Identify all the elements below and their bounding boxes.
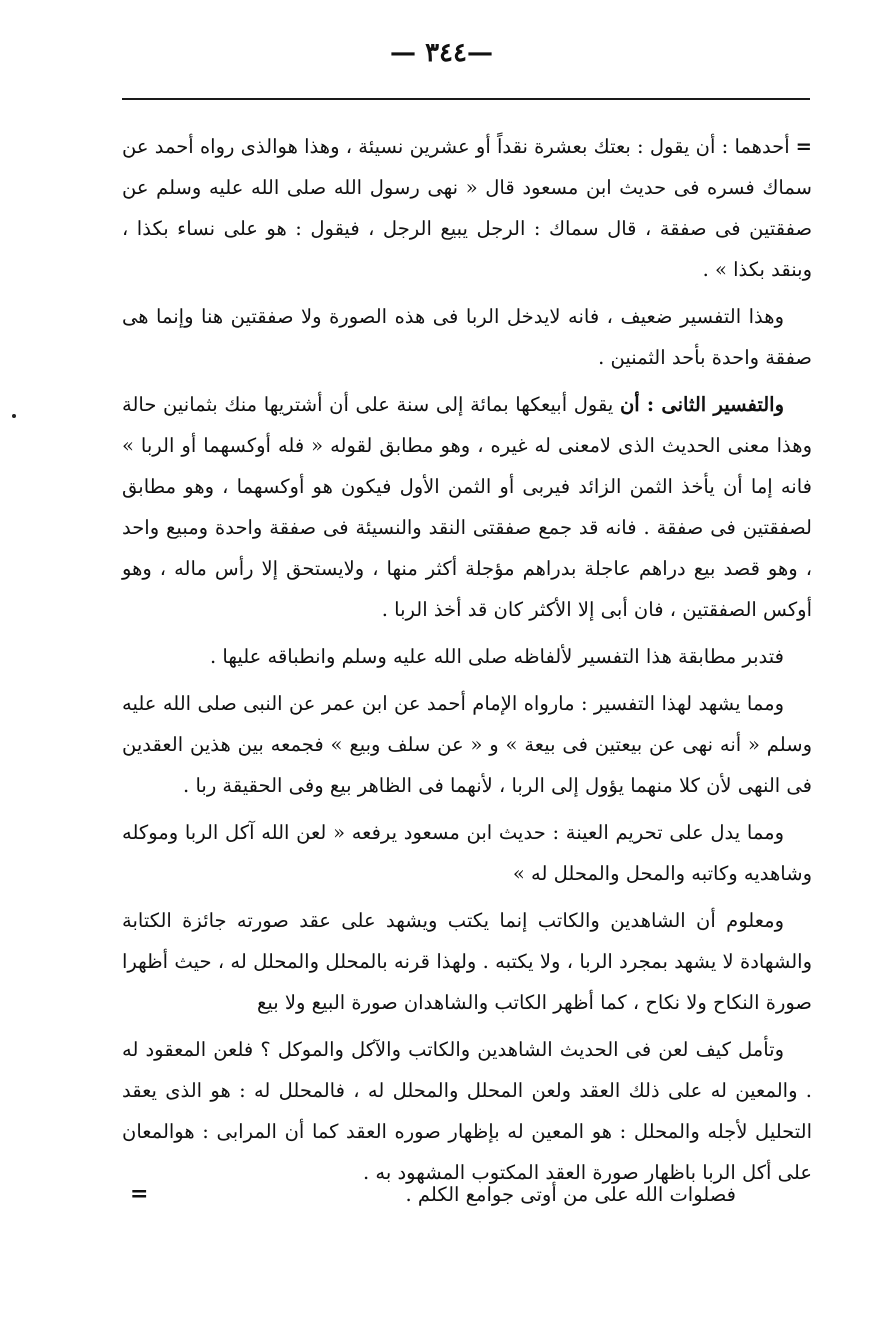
paragraph-2 (122, 296, 812, 378)
paragraph-8 (122, 1029, 812, 1193)
paragraph-2-text: وهذا التفسير ضعيف ، فانه لايدخل الربا فى هذه الصورة ولا صفقتين هنا وإنما هى صفقة واحدة بأحد الثمنين . (122, 305, 812, 369)
paragraph-marker: = (795, 135, 812, 158)
margin-dot (12, 414, 16, 418)
paragraph-4 (122, 636, 812, 677)
paragraph-3-lead: والتفسير الثانى : أن (619, 393, 785, 416)
body-text (122, 126, 812, 1199)
closing-line (122, 1174, 812, 1215)
paragraph-6-text: ومما يدل على تحريم العينة : حديث ابن مسعود يرفعه « لعن الله آكل الربا وموكله وشاهديه وكاتبه والمحل والمحلل له » (122, 821, 812, 885)
paragraph-6 (122, 812, 812, 894)
end-mark: = (130, 1181, 149, 1207)
paragraph-5 (122, 683, 812, 806)
page-number: —٣٤٤ — (390, 38, 493, 68)
paragraph-1-text: أحدهما : أن يقول : بعتك بعشرة نقداً أو عشرين نسيئة ، وهذا هوالذى رواه أحمد عن سماك فسره فى حديث ابن مسعود قال « نهى رسول الله صلى الله عليه وسلم عن صفقتين فى صفقة ، قال سماك : الرجل يبيع الرجل ، فيقول : هو على نساء بكذا ، وبنقد بكذا » . (122, 135, 812, 281)
paragraph-5-text: ومما يشهد لهذا التفسير : مارواه الإمام أحمد عن ابن عمر عن النبى صلى الله عليه وسلم « أنه نهى عن بيعتين فى بيعة » و « عن سلف وبيع » فجمعه بين هذين العقدين فى النهى لأن كلا منهما يؤول إلى الربا ، لأنهما فى الظاهر بيع وفى الحقيقة ربا . (122, 692, 812, 797)
closing-text: فصلوات الله على من أوتى جوامع الكلم . (405, 1183, 736, 1206)
paragraph-8-text: وتأمل كيف لعن فى الحديث الشاهدين والكاتب والآكل والموكل ؟ فلعن المعقود له . والمعين له على ذلك العقد ولعن المحلل والمحلل له ، فالمحلل له : هو الذى يعقد التحليل لأجله والمحلل : هو المعين له بإظهار صوره العقد كما أن المرابى : هوالمعان على أكل الربا باظهار صورة العقد المكتوب المشهود به . (122, 1038, 812, 1184)
paragraph-1 (122, 126, 812, 290)
paragraph-3 (122, 384, 812, 630)
paragraph-7 (122, 900, 812, 1023)
header-rule (122, 98, 810, 100)
paragraph-7-text: ومعلوم أن الشاهدين والكاتب إنما يكتب ويشهد على عقد صورته جائزة الكتابة والشهادة لا يشهد بمجرد الربا ، ولا يكتبه . ولهذا قرنه بالمحلل والمحلل له ، حيث أظهرا صورة النكاح ولا نكاح ، كما أظهر الكاتب والشاهدان صورة البيع ولا بيع (122, 909, 812, 1014)
paragraph-3-text: يقول أبيعكها بمائة إلى سنة على أن أشتريها منك بثمانين حالة وهذا معنى الحديث الذى لامعنى له غيره ، وهو مطابق لقوله « فله أوكسهما أو الربا » فانه إما أن يأخذ الثمن الزائد فيربى أو الثمن الأول فيكون هو أوكسهما ، وهو مطابق لصفقتين فى صفقة . فانه قد جمع صفقتى النقد والنسيئة فى صفقة واحدة ومبيع واحد ، وهو قصد بيع دراهم عاجلة بدراهم مؤجلة أكثر منها ، ولايستحق إلا رأس ماله ، وهو أوكس الصفقتين ، فان أبى إلا الأكثر كان قد أخذ الربا . (122, 393, 812, 621)
paragraph-4-text: فتدبر مطابقة هذا التفسير لألفاظه صلى الله عليه وسلم وانطباقه عليها . (210, 645, 784, 668)
